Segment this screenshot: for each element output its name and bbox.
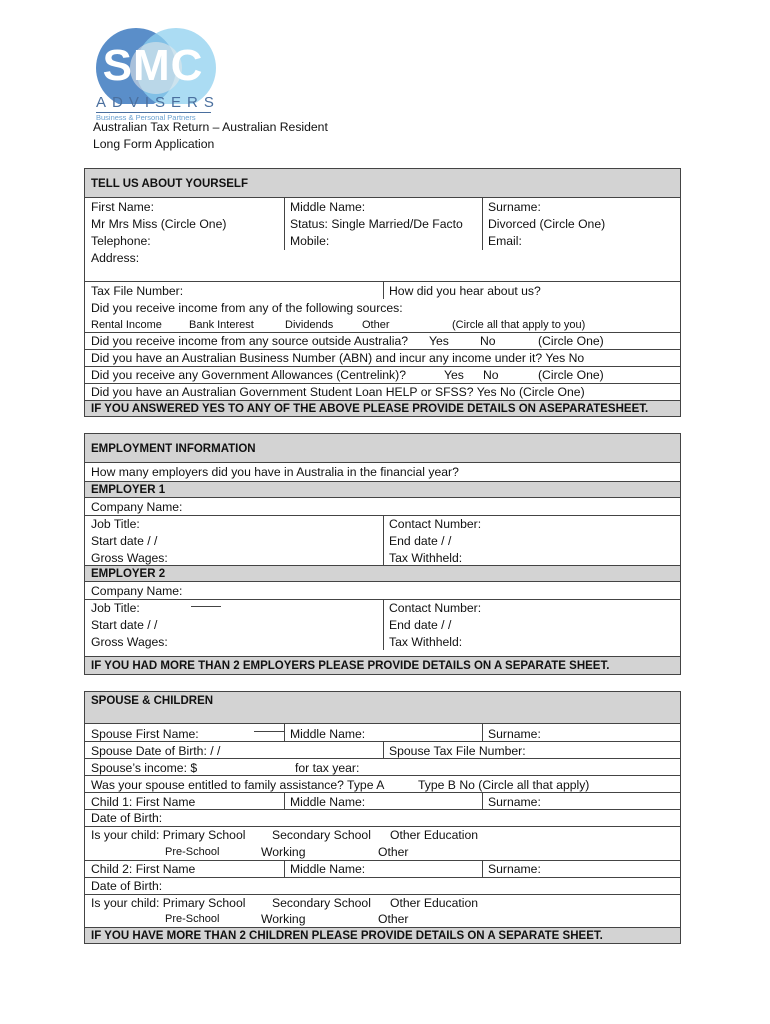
centrelink-yes[interactable]: Yes <box>444 368 464 382</box>
mobile-field[interactable]: Mobile: <box>290 234 330 248</box>
employer2-job-field[interactable]: Job Title: <box>91 601 140 615</box>
source-dividends[interactable]: Dividends <box>285 319 334 331</box>
child1-middle-name-field[interactable]: Middle Name: <box>290 795 366 809</box>
logo-name: SMC <box>102 41 204 90</box>
child2-surname-field[interactable]: Surname: <box>488 862 541 876</box>
spouse-middle-name-field[interactable]: Middle Name: <box>290 727 366 741</box>
spouse-header: SPOUSE & CHILDREN <box>91 695 214 707</box>
source-circle-note: (Circle all that apply to you) <box>452 319 586 331</box>
surname-field[interactable]: Surname: <box>488 200 541 214</box>
employer2-bar <box>84 565 681 582</box>
logo-subtitle: Business & Personal Partners <box>96 113 196 122</box>
employer2-company-field[interactable]: Company Name: <box>91 584 183 598</box>
child1-other[interactable]: Other <box>378 845 409 859</box>
child1-preschool[interactable]: Pre-School <box>165 846 220 858</box>
first-name-field[interactable]: First Name: <box>91 200 154 214</box>
overseas-income-question: Did you receive income from any source outside Australia? <box>91 334 409 348</box>
source-other[interactable]: Other <box>362 319 390 331</box>
spouse-income-field[interactable]: Spouse’s income: $ <box>91 761 198 775</box>
referral-field[interactable]: How did you hear about us? <box>389 284 541 298</box>
employer1-job-field[interactable]: Job Title: <box>91 517 140 531</box>
child2-working[interactable]: Working <box>261 912 306 926</box>
child1-school-question[interactable]: Is your child: Primary School <box>91 828 246 842</box>
centrelink-question: Did you receive any Government Allowances (Centrelink)? <box>91 368 406 382</box>
family-assistance-question[interactable]: Was your spouse entitled to family assistance? Type A <box>91 778 385 792</box>
employer1-tax-field[interactable]: Tax Withheld: <box>389 551 463 565</box>
overseas-circle-note: (Circle One) <box>538 334 604 348</box>
logo-tagline: ADVISERS <box>96 94 220 111</box>
email-field[interactable]: Email: <box>488 234 522 248</box>
spouse-dob-field[interactable]: Spouse Date of Birth: / / <box>91 744 221 758</box>
spouse-name-underline <box>254 731 284 732</box>
about-header: TELL US ABOUT YOURSELF <box>91 178 248 190</box>
spouse-first-name-field[interactable]: Spouse First Name: <box>91 727 199 741</box>
title-options[interactable]: Mr Mrs Miss (Circle One) <box>91 217 227 231</box>
job-title-underline <box>191 606 221 607</box>
income-sources-question: Did you receive income from any of the following sources: <box>91 301 403 315</box>
employment-header: EMPLOYMENT INFORMATION <box>91 443 256 455</box>
company-logo <box>84 24 218 124</box>
child2-middle-name-field[interactable]: Middle Name: <box>290 862 366 876</box>
child1-working[interactable]: Working <box>261 845 306 859</box>
employer-count-question[interactable]: How many employers did you have in Australia in the financial year? <box>91 465 459 479</box>
centrelink-no[interactable]: No <box>483 368 499 382</box>
employer1-bar <box>84 481 681 498</box>
child1-secondary[interactable]: Secondary School <box>272 828 371 842</box>
help-loan-question[interactable]: Did you have an Australian Government Student Loan HELP or SFSS? Yes No (Circle One) <box>91 385 585 399</box>
source-bank[interactable]: Bank Interest <box>189 319 254 331</box>
overseas-yes[interactable]: Yes <box>429 334 449 348</box>
middle-name-field[interactable]: Middle Name: <box>290 200 366 214</box>
child2-school-question[interactable]: Is your child: Primary School <box>91 896 246 910</box>
employer2-tax-field[interactable]: Tax Withheld: <box>389 635 463 649</box>
employer1-contact-field[interactable]: Contact Number: <box>389 517 482 531</box>
abn-question[interactable]: Did you have an Australian Business Number (ABN) and incur any income under it? Yes No <box>91 351 585 365</box>
child1-first-name-field[interactable]: Child 1: First Name <box>91 795 196 809</box>
child2-preschool[interactable]: Pre-School <box>165 913 220 925</box>
employer2-end-field[interactable]: End date / / <box>389 618 452 632</box>
employer2-contact-field[interactable]: Contact Number: <box>389 601 482 615</box>
address-field[interactable]: Address: <box>91 251 140 265</box>
doc-subtitle: Long Form Application <box>93 137 215 151</box>
about-footer-note: IF YOU ANSWERED YES TO ANY OF THE ABOVE PLEASE PROVIDE DETAILS ON ASEPARATESHEET. <box>91 403 649 415</box>
employer1-gross-field[interactable]: Gross Wages: <box>91 551 168 565</box>
child2-other-education[interactable]: Other Education <box>390 896 479 910</box>
tfn-field[interactable]: Tax File Number: <box>91 284 184 298</box>
employer1-start-field[interactable]: Start date / / <box>91 534 158 548</box>
spouse-footer-note: IF YOU HAVE MORE THAN 2 CHILDREN PLEASE PROVIDE DETAILS ON A SEPARATE SHEET. <box>91 930 603 942</box>
employer2-start-field[interactable]: Start date / / <box>91 618 158 632</box>
employer2-label: EMPLOYER 2 <box>91 568 166 580</box>
child2-secondary[interactable]: Secondary School <box>272 896 371 910</box>
family-assistance-options[interactable]: Type B No (Circle all that apply) <box>418 778 590 792</box>
status-options[interactable]: Status: Single Married/De Facto <box>290 217 463 231</box>
child2-first-name-field[interactable]: Child 2: First Name <box>91 862 196 876</box>
centrelink-circle-note: (Circle One) <box>538 368 604 382</box>
child1-dob-field[interactable]: Date of Birth: <box>91 811 163 825</box>
employer1-end-field[interactable]: End date / / <box>389 534 452 548</box>
spouse-surname-field[interactable]: Surname: <box>488 727 541 741</box>
telephone-field[interactable]: Telephone: <box>91 234 151 248</box>
employment-footer-note: IF YOU HAD MORE THAN 2 EMPLOYERS PLEASE PROVIDE DETAILS ON A SEPARATE SHEET. <box>91 660 610 672</box>
doc-title: Australian Tax Return – Australian Resident <box>93 120 328 134</box>
source-rental[interactable]: Rental Income <box>91 319 162 331</box>
employer1-label: EMPLOYER 1 <box>91 484 166 496</box>
spouse-tax-year-field[interactable]: for tax year: <box>295 761 360 775</box>
employer2-gross-field[interactable]: Gross Wages: <box>91 635 168 649</box>
child2-dob-field[interactable]: Date of Birth: <box>91 879 163 893</box>
employer1-company-field[interactable]: Company Name: <box>91 500 183 514</box>
status-options-tail[interactable]: Divorced (Circle One) <box>488 217 606 231</box>
spouse-tfn-field[interactable]: Spouse Tax File Number: <box>389 744 526 758</box>
child1-surname-field[interactable]: Surname: <box>488 795 541 809</box>
child1-other-education[interactable]: Other Education <box>390 828 479 842</box>
overseas-no[interactable]: No <box>480 334 496 348</box>
child2-other[interactable]: Other <box>378 912 409 926</box>
